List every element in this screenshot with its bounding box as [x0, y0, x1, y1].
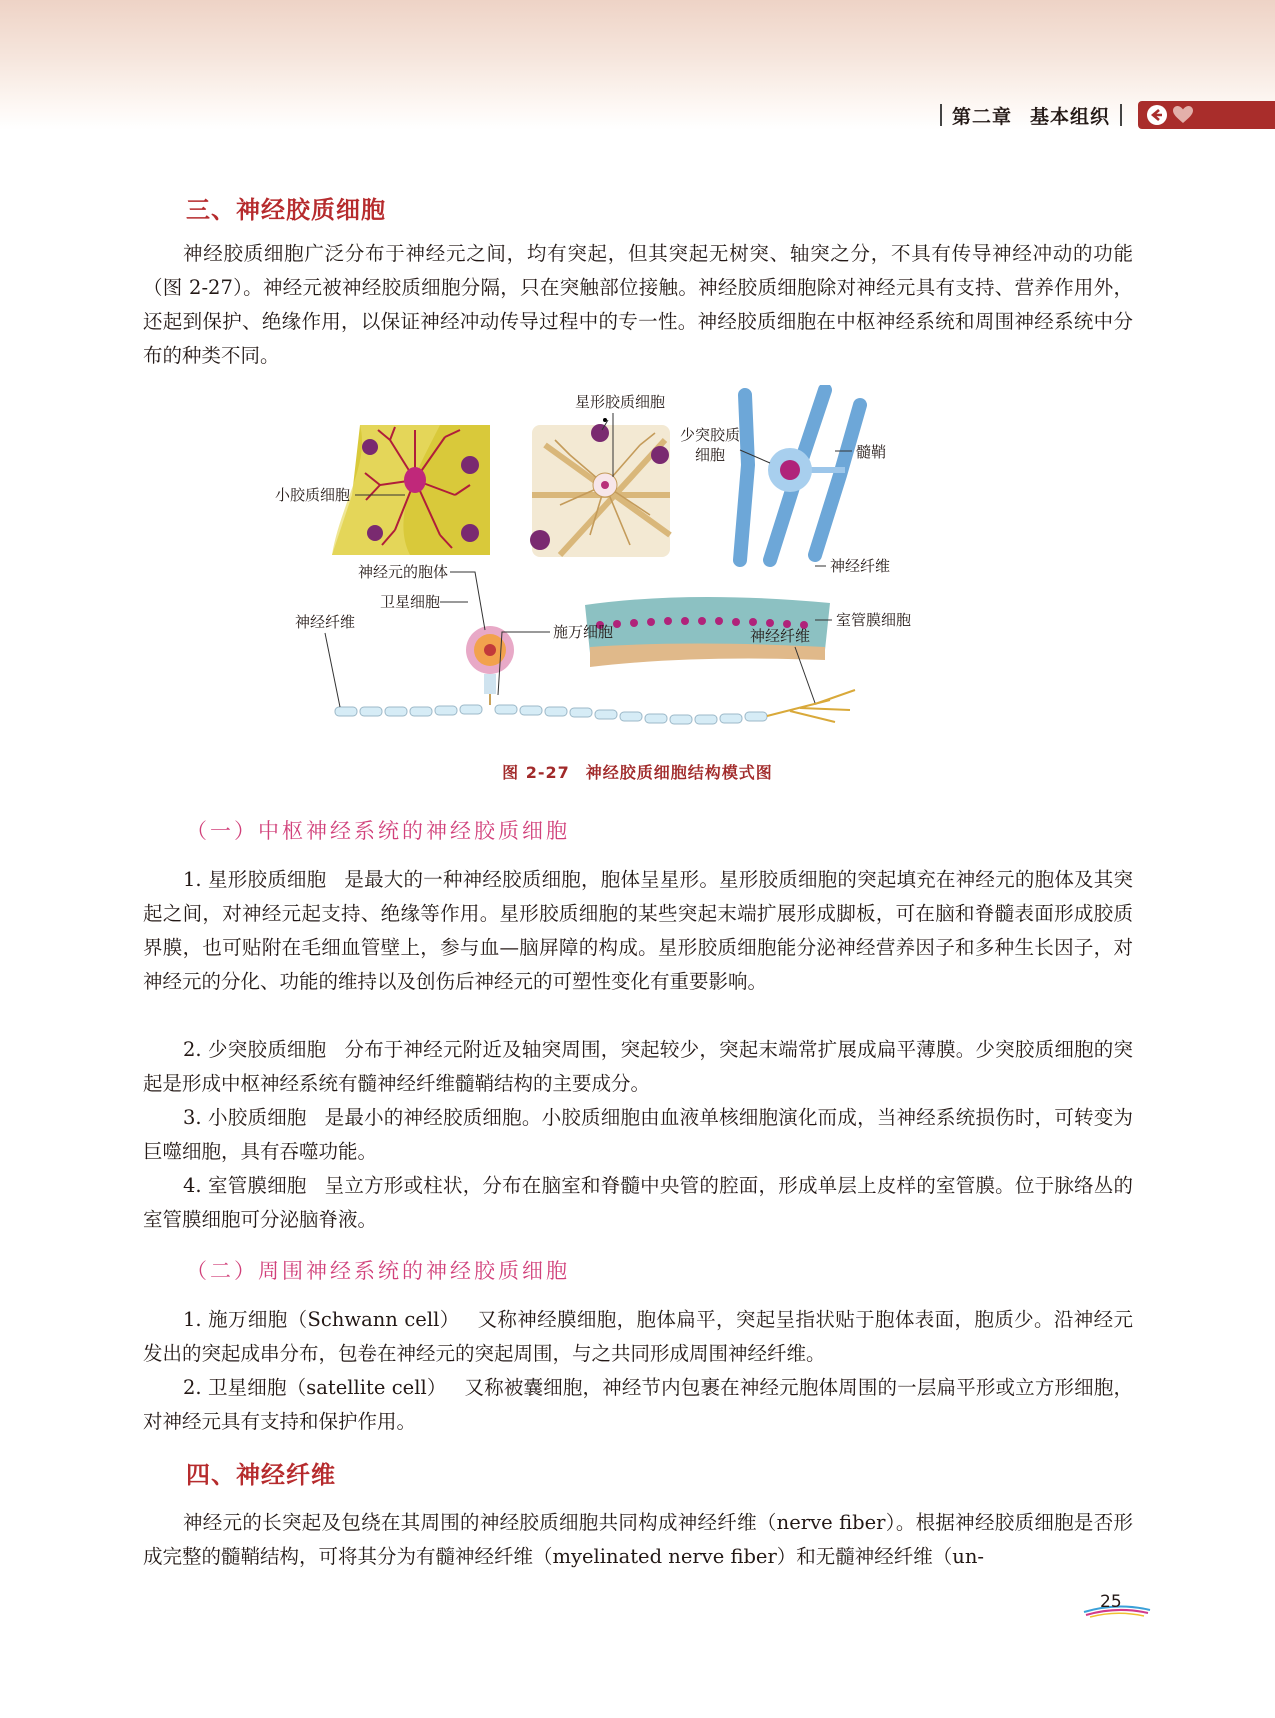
item-text: 是最小的神经胶质细胞。小胶质细胞由血液单核细胞演化而成，当神经系统损伤时，可转变为巨噬细胞，具有吞噬功能。: [143, 1106, 1133, 1163]
label-oligodendrocyte: 细胞: [695, 446, 726, 464]
page-number: [1082, 1592, 1152, 1618]
oligodendrocyte-illustration: [680, 390, 890, 575]
figure-glial-cells: [270, 385, 990, 755]
subsection-heading: （二）周围神经系统的神经胶质细胞: [186, 1259, 570, 1283]
section-heading: 三、神经胶质细胞: [186, 195, 386, 224]
list-item: [143, 1033, 1133, 1101]
section-heading: 四、神经纤维: [186, 1460, 336, 1489]
divider: [940, 104, 942, 126]
chapter-title: 基本组织: [1030, 105, 1111, 128]
astrocyte-illustration: [530, 418, 670, 557]
heart-icon[interactable]: [1172, 105, 1194, 125]
item-text: 分布于神经元附近及轴突周围，突起较少，突起末端常扩展成扁平薄膜。少突胶质细胞的突起是形成中枢神经系统有髓神经纤维髓鞘结构的主要成分。: [143, 1038, 1133, 1095]
label-ependymal: 室管膜细胞: [836, 611, 912, 629]
label-nerve-fiber: 神经纤维: [295, 613, 356, 631]
page-number-text: 25: [1100, 1592, 1122, 1612]
caption-number: 图 2-27: [502, 763, 570, 782]
list-item: [143, 863, 1133, 999]
item-label: 1. 施万细胞（Schwann cell）: [183, 1308, 460, 1331]
paragraph: 神经胶质细胞广泛分布于神经元之间，均有突起，但其突起无树突、轴突之分，不具有传导神经冲动的功能（图 2-27）。神经元被神经胶质细胞分隔，只在突触部位接触。神经胶质细胞除对神经元具有支持、营养作用外，还起到保护、绝缘作用，以保证神经冲动传导过程中的专一性。神经胶质细胞在中枢神经系统和周围神经系统中分布的种类不同。: [143, 242, 1133, 367]
item-label: 1. 星形胶质细胞: [183, 868, 327, 891]
item-label: 4. 室管膜细胞: [183, 1174, 307, 1197]
subsection-heading: （一）中枢神经系统的神经胶质细胞: [186, 819, 570, 843]
item-label: 2. 少突胶质细胞: [183, 1038, 327, 1061]
nav-tab[interactable]: [1138, 101, 1275, 129]
microglia-illustration: [332, 425, 490, 555]
label-schwann: 施万细胞: [553, 623, 614, 641]
caption-text: 神经胶质细胞结构模式图: [585, 763, 773, 782]
list-item: [143, 1303, 1133, 1371]
figure-caption: [0, 760, 1275, 783]
label-astrocyte: 星形胶质细胞: [575, 393, 666, 411]
list-item: [143, 1101, 1133, 1169]
label-oligodendrocyte: 少突胶质: [680, 426, 741, 444]
list-item: [143, 1169, 1133, 1237]
item-text: 又称神经膜细胞，胞体扁平，突起呈指状贴于胞体表面，胞质少。沿神经元发出的突起成串分布，包卷在神经元的突起周围，与之共同形成周围神经纤维。: [143, 1308, 1133, 1365]
chapter-number: 第二章: [952, 105, 1013, 128]
label-myelin: 髓鞘: [856, 443, 887, 461]
item-text: 呈立方形或柱状，分布在脑室和脊髓中央管的腔面，形成单层上皮样的室管膜。位于脉络丛的室管膜细胞可分泌脑脊液。: [143, 1174, 1133, 1231]
label-neuron-soma: 神经元的胞体: [358, 563, 449, 581]
label-microglia: 小胶质细胞: [275, 486, 351, 504]
item-text: 是最大的一种神经胶质细胞，胞体呈星形。星形胶质细胞的突起填充在神经元的胞体及其突起之间，对神经元起支持、绝缘等作用。星形胶质细胞的某些突起末端扩展形成脚板，可在脑和脊髓表面形成胶质界膜，也可贴附在毛细血管壁上，参与血—脑屏障的构成。星形胶质细胞能分泌神经营养因子和多种生长因子，对神经元的分化、功能的维持以及创伤后神经元的可塑性变化有重要影响。: [143, 868, 1133, 993]
item-label: 2. 卫星细胞（satellite cell）: [183, 1376, 447, 1399]
divider: [1120, 104, 1122, 126]
arrow-left-icon[interactable]: [1146, 104, 1168, 126]
paragraph: 神经元的长突起及包绕在其周围的神经胶质细胞共同构成神经纤维（nerve fiber）。根据神经胶质细胞是否形成完整的髓鞘结构，可将其分为有髓神经纤维（myelinated nerve fiber）和无髓神经纤维（un-: [143, 1511, 1133, 1568]
list-item: [143, 1371, 1133, 1439]
running-header: [930, 100, 1132, 130]
item-text: 又称被囊细胞，神经节内包裹在神经元胞体周围的一层扁平形或立方形细胞，对神经元具有支持和保护作用。: [143, 1376, 1133, 1433]
item-label: 3. 小胶质细胞: [183, 1106, 307, 1129]
label-nerve-fiber: 神经纤维: [750, 627, 811, 645]
label-satellite: 卫星细胞: [380, 593, 441, 611]
label-nerve-fiber: 神经纤维: [830, 557, 891, 575]
